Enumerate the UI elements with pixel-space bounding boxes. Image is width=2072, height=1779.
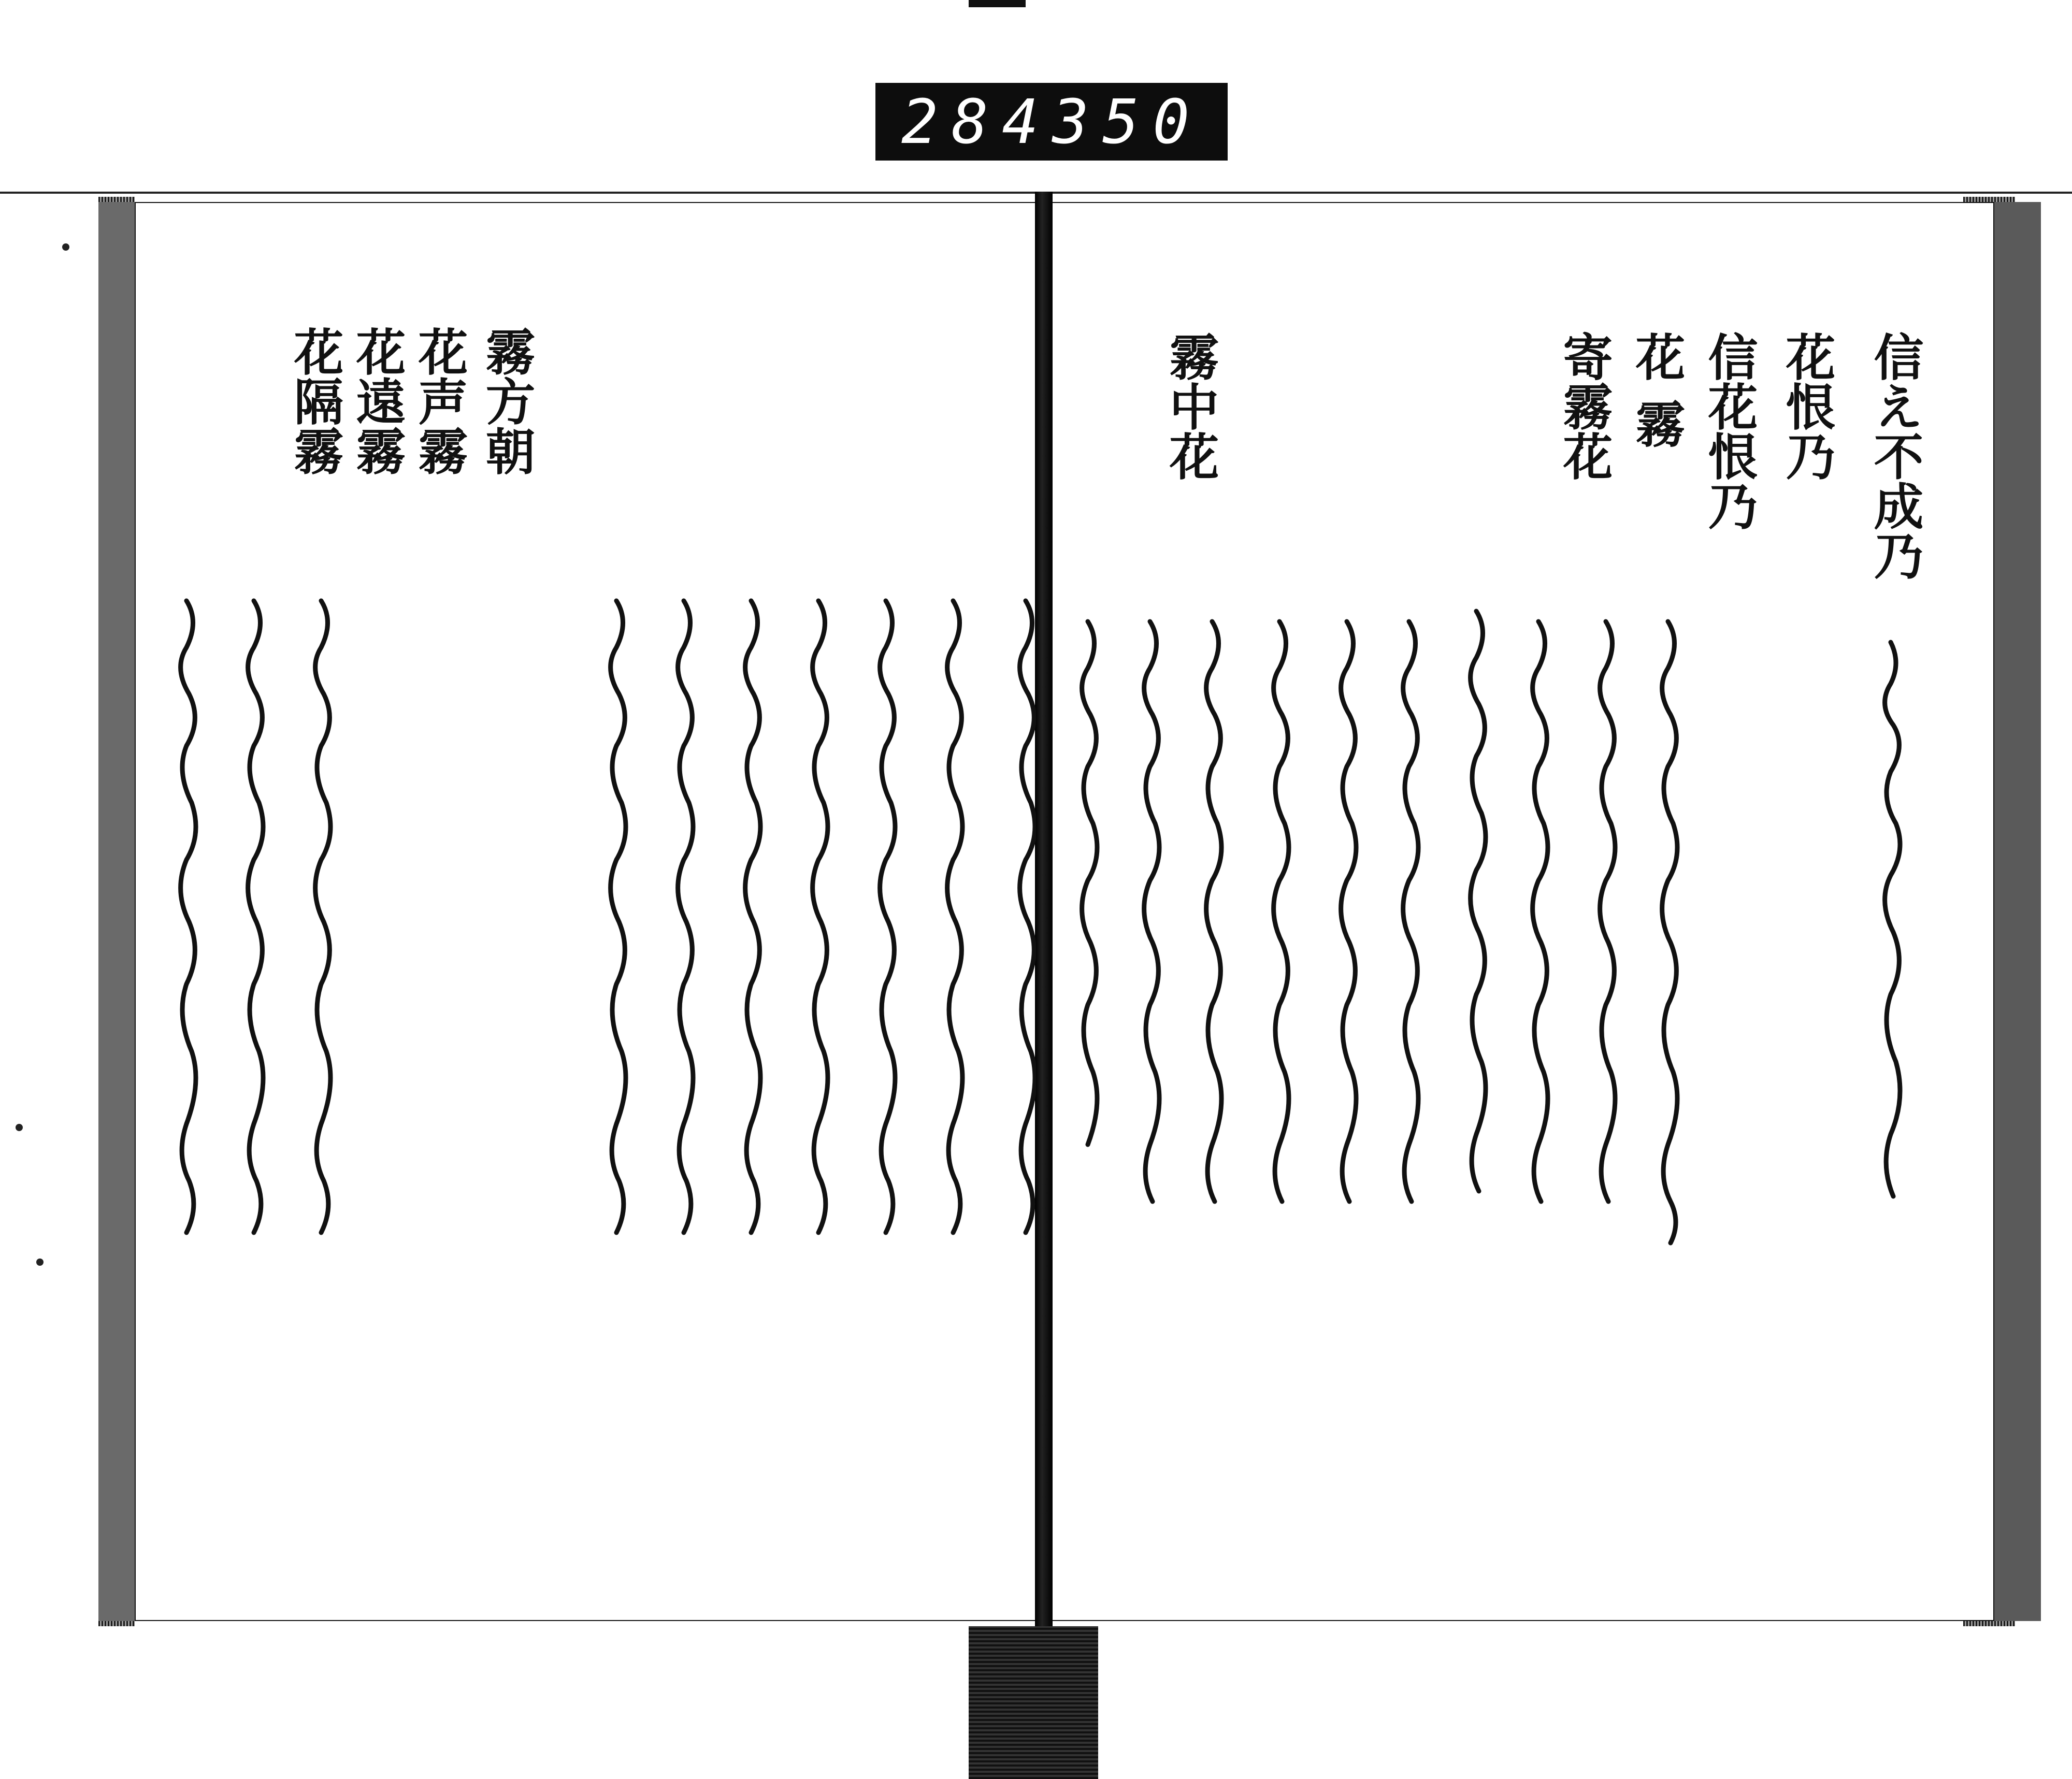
speck bbox=[36, 1259, 44, 1266]
cursive-text-right-page bbox=[1057, 466, 1968, 1606]
speck bbox=[16, 1124, 23, 1131]
frame-number-plate bbox=[875, 83, 1228, 161]
top-dark-tab bbox=[969, 0, 1026, 7]
book-gutter bbox=[1035, 192, 1053, 1642]
heading-1: 信え不成乃 bbox=[1866, 331, 1924, 580]
cursive-text-left-page bbox=[145, 570, 1036, 1631]
heading-8: 花声霧 bbox=[410, 326, 469, 475]
frame-number-left: 284 bbox=[901, 86, 1053, 157]
heading-7: 霧方朝 bbox=[478, 326, 536, 475]
heading-2: 花恨乃 bbox=[1778, 331, 1836, 481]
heading-3: 信花恨乃 bbox=[1700, 331, 1759, 530]
speck bbox=[62, 243, 69, 251]
gutter-bottom-shadow bbox=[969, 1626, 1098, 1779]
frame-number-right: 350 bbox=[1052, 86, 1203, 157]
heading-9: 花遠霧 bbox=[348, 326, 407, 475]
heading-10: 花隔霧 bbox=[286, 326, 344, 475]
heading-6: 霧中花 bbox=[1161, 331, 1220, 481]
heading-4: 花 霧 bbox=[1628, 331, 1686, 449]
heading-5: 寄霧花 bbox=[1555, 331, 1614, 481]
